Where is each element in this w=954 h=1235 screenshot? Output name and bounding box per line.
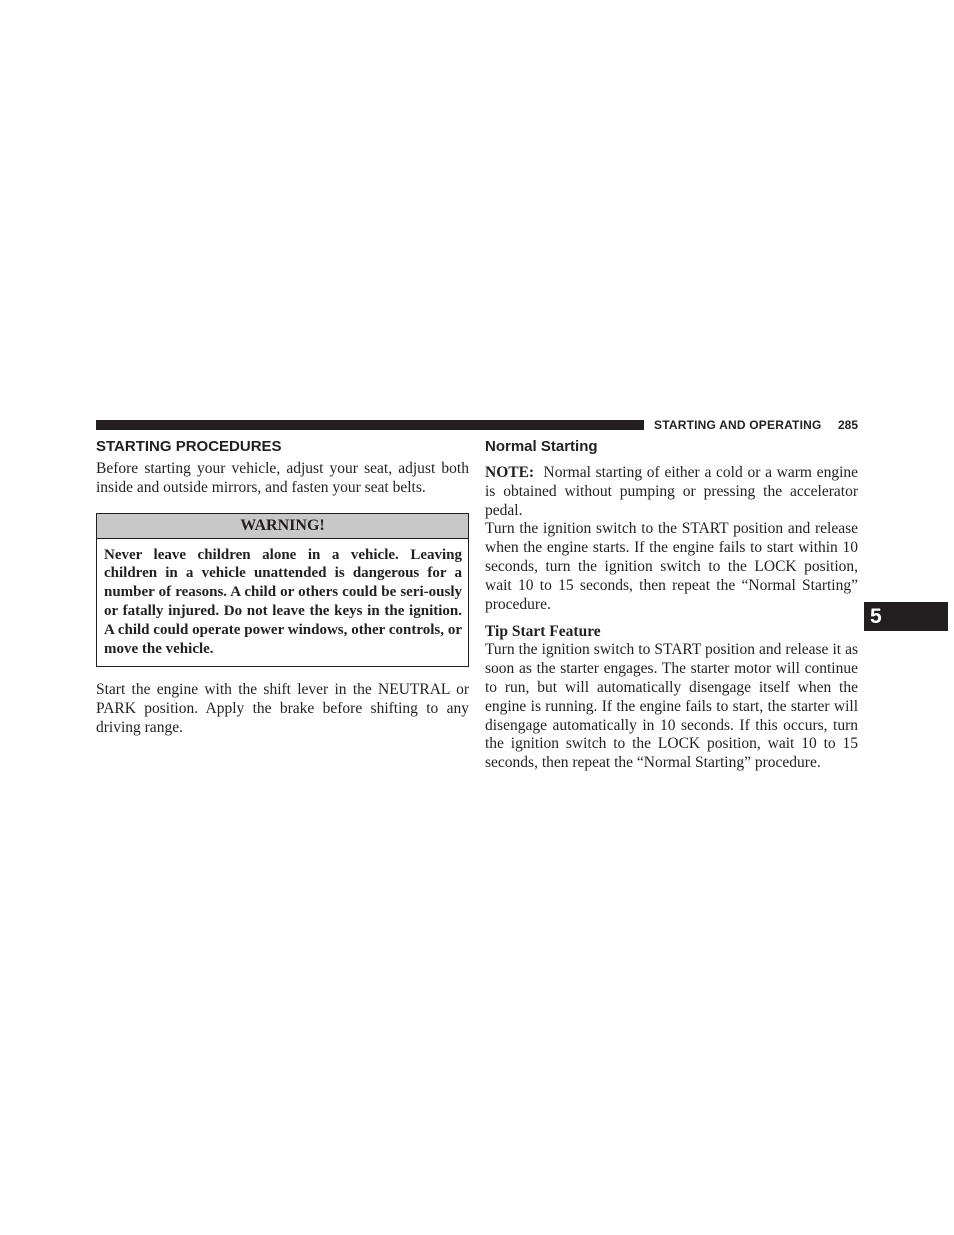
tip-start-heading: Tip Start Feature bbox=[485, 623, 601, 641]
warning-box bbox=[96, 513, 469, 668]
note-text: Normal starting of either a cold or a warm engine is obtained without pumping or pressing the accelerator pedal. bbox=[485, 464, 858, 519]
intro-paragraph: Before starting your vehicle, adjust your seat, adjust both inside and outside mirrors, and fasten your seat belts. bbox=[96, 460, 469, 496]
normal-starting-paragraph: Turn the ignition switch to the START position and release when the engine starts. If the engine fails to start within 10 seconds, turn the ignition switch to the LOCK position, wait 10 to 15 seconds, then repeat the “Normal Starting” procedure. bbox=[485, 520, 858, 613]
tip-start-paragraph: Turn the ignition switch to START position and release it as soon as the starter engages. The starter motor will continue to run, but will automatically disengage itself when the engine is running. If the engine fails to start, the starter will disengage automatically in 10 seconds. If this occurs, turn the ignition switch to the LOCK position, wait 10 to 15 seconds, then repeat the “Normal Starting” procedure. bbox=[485, 641, 858, 772]
note-paragraph bbox=[485, 464, 858, 520]
warning-title: WARNING! bbox=[97, 514, 468, 539]
running-header-section: STARTING AND OPERATING bbox=[654, 418, 822, 432]
header-rule bbox=[96, 420, 644, 430]
start-engine-paragraph: Start the engine with the shift lever in the NEUTRAL or PARK position. Apply the brake before shifting to any driving range. bbox=[96, 681, 469, 736]
warning-text: Never leave children alone in a vehicle. Leaving children in a vehicle unattended is dangerous for a number of reasons. A child or others could be seri-ously or fatally injured. Do not leave the keys in the ignition. A child could operate power windows, other controls, or move the vehicle. bbox=[104, 546, 462, 657]
chapter-tab: 5 bbox=[864, 602, 948, 631]
section-heading: STARTING PROCEDURES bbox=[96, 438, 282, 455]
right-column bbox=[485, 437, 858, 773]
note-label: NOTE: bbox=[485, 464, 535, 481]
left-column bbox=[96, 437, 469, 738]
subsection-heading: Normal Starting bbox=[485, 438, 598, 455]
page-number: 285 bbox=[838, 418, 859, 432]
